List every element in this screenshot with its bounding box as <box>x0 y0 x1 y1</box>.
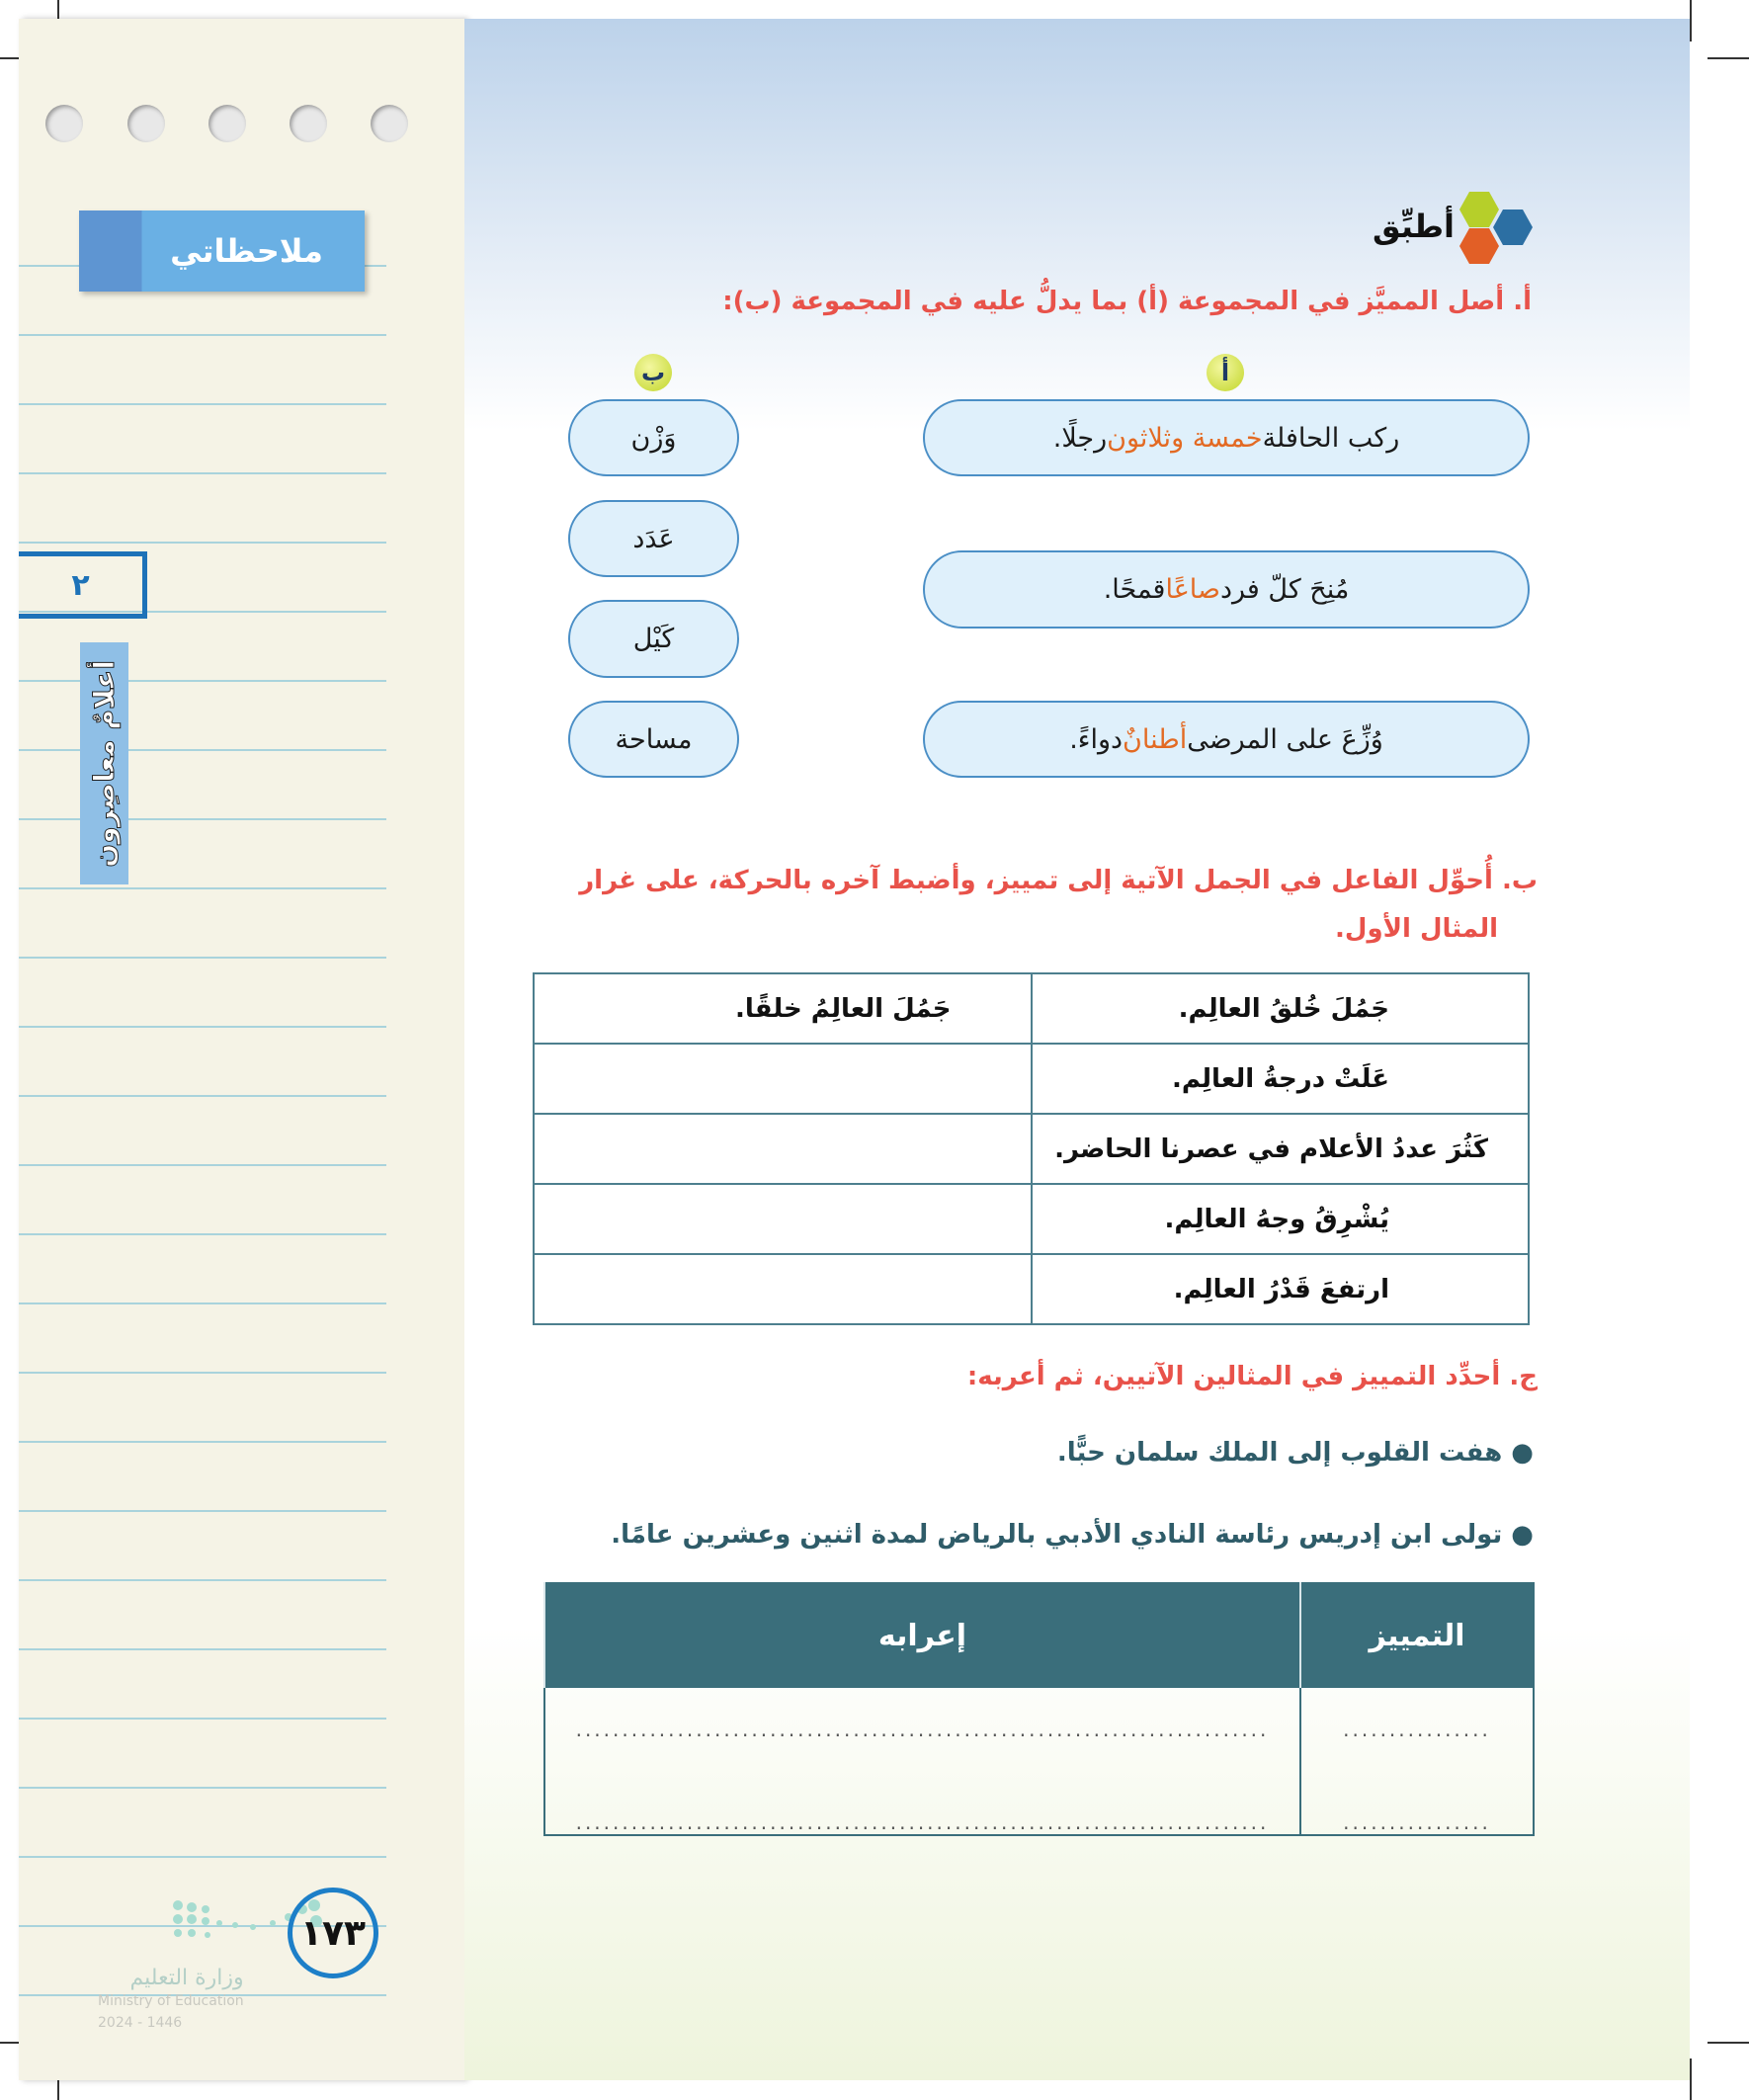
table-row <box>534 1184 1529 1254</box>
notebook-line <box>19 1718 386 1720</box>
answer-cell[interactable] <box>534 1044 1032 1114</box>
group-a-item[interactable]: مُنِحَ كلّ فرد صاعًا قمحًا. <box>923 550 1530 629</box>
page-number: ١٧٣ <box>288 1888 378 1978</box>
ministry-name-ar: وزارة التعليم <box>129 1966 244 1990</box>
hexagons-icon <box>1459 192 1535 265</box>
group-a-item[interactable]: وُزِّعَ على المرضى أطنانٌ دواءً. <box>923 701 1530 778</box>
answer-cell[interactable] <box>534 1254 1032 1324</box>
binder-hole <box>290 105 327 142</box>
notes-sidebar <box>19 19 464 2080</box>
binder-hole <box>127 105 165 142</box>
group-b-badge: ب <box>634 354 672 391</box>
header-tamyiz: التمييز <box>1300 1583 1534 1688</box>
binder-hole <box>45 105 83 142</box>
notes-tab: ملاحظاتي <box>79 210 365 292</box>
notebook-line <box>19 472 386 474</box>
instruction-b-line2: المثال الأول. <box>1335 914 1498 944</box>
group-a-badge: أ <box>1207 354 1244 391</box>
notebook-line <box>19 1579 386 1581</box>
notebook-line <box>19 957 386 959</box>
table-row <box>534 1114 1529 1184</box>
parsing-table <box>543 1582 1535 1836</box>
group-b-item[interactable]: كَيْل <box>568 600 739 678</box>
instruction-c: ج. أحدِّد التمييز في المثالين الآتيين، ثم أعربه: <box>966 1362 1538 1391</box>
answer-cell[interactable]: جَمُلَ العالِمُ خلقًا. <box>534 973 1032 1044</box>
instruction-a: أ. أصل المميَّز في المجموعة (أ) بما يدلُّ عليه في المجموعة (ب): <box>722 287 1532 316</box>
notebook-line <box>19 1648 386 1650</box>
notebook-line <box>19 1026 386 1028</box>
instruction-b: ب. أُحوِّل الفاعل في الجمل الآتية إلى تمييز، وأضبط آخره بالحركة، على غرار <box>579 866 1538 895</box>
notebook-line <box>19 1095 386 1097</box>
notebook-line <box>19 1510 386 1512</box>
binder-hole <box>371 105 408 142</box>
edition-year: 2024 - 1446 <box>98 2015 183 2031</box>
group-b-item[interactable]: مساحة <box>568 701 739 778</box>
chapter-number: ٢ <box>19 551 147 619</box>
notebook-line <box>19 1233 386 1235</box>
notebook-line <box>19 1441 386 1443</box>
sentence-cell: كَثُرَ عددُ الأعلام في عصرنا الحاضر. <box>1032 1114 1530 1184</box>
notebook-line <box>19 680 386 682</box>
example-2: ● تولى ابن إدريس رئاسة النادي الأدبي بالرياض لمدة اثنين وعشرين عامًا. <box>611 1520 1534 1550</box>
unit-title: أعلامٌ معاصِرون <box>88 659 121 868</box>
sentence-cell: يُشْرِقُ وجهُ العالِم. <box>1032 1184 1530 1254</box>
notebook-line <box>19 1856 386 1858</box>
notebook-line <box>19 403 386 405</box>
answer-cell[interactable] <box>534 1184 1032 1254</box>
tamyiz-answer-field[interactable]: ................ ................ <box>1300 1688 1534 1835</box>
notebook-line <box>19 887 386 889</box>
sentence-cell: ارتفعَ قَدْرُ العالِم. <box>1032 1254 1530 1324</box>
notebook-line <box>19 1372 386 1374</box>
table-row <box>534 1254 1529 1324</box>
notebook-line <box>19 1302 386 1304</box>
table-row <box>534 1044 1529 1114</box>
ministry-logo <box>98 1967 244 2034</box>
group-b-item[interactable]: وَزْن <box>568 399 739 476</box>
notebook-line <box>19 1787 386 1789</box>
example-1: ● هفت القلوب إلى الملك سلمان حبًّا. <box>1056 1438 1534 1468</box>
sentence-cell: عَلَتْ درجةُ العالِم. <box>1032 1044 1530 1114</box>
irab-answer-field[interactable]: ........................................................................... ........................................................................... <box>544 1688 1300 1835</box>
crop-mark <box>1690 2058 1692 2100</box>
ministry-name-en: Ministry of Education <box>98 1993 244 2009</box>
group-a-item[interactable]: ركب الحافلة خمسة وثلاثون رجلًا. <box>923 399 1530 476</box>
notebook-line <box>19 818 386 820</box>
answer-cell[interactable] <box>534 1114 1032 1184</box>
unit-title-tab <box>80 642 128 884</box>
conversion-table <box>533 972 1530 1325</box>
notebook-line <box>19 749 386 751</box>
crop-mark <box>1707 57 1749 59</box>
header-irab: إعرابه <box>544 1583 1300 1688</box>
section-title: أطبِّق <box>1372 208 1455 245</box>
notebook-line <box>19 1164 386 1166</box>
crop-mark <box>1690 0 1692 42</box>
binder-hole <box>208 105 246 142</box>
sentence-cell: جَمُلَ خُلقُ العالِم. <box>1032 973 1530 1044</box>
crop-mark <box>1707 2042 1749 2044</box>
table-row <box>534 973 1529 1044</box>
group-b-item[interactable]: عَدَد <box>568 500 739 577</box>
notebook-line <box>19 542 386 544</box>
notebook-line <box>19 334 386 336</box>
